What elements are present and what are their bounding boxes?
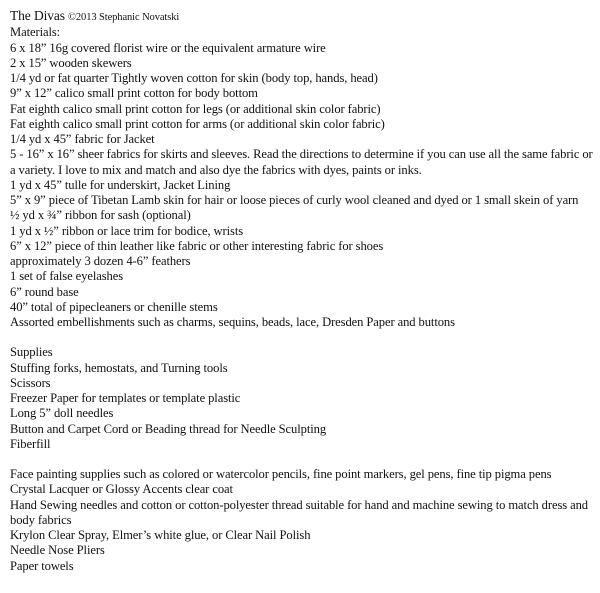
- materials-item: 1 set of false eyelashes: [10, 269, 123, 284]
- materials-item: 1 yd x 45” tulle for underskirt, Jacket Lining: [10, 177, 231, 192]
- materials-list: [10, 41, 600, 331]
- materials-item: 1/4 yd x 45” fabric for Jacket: [10, 132, 155, 146]
- other-supplies-item: Hand Sewing needles and cotton or cotton-polyester thread suitable for hand and machine sewing to match dress and body fabrics: [10, 497, 588, 527]
- materials-item: 6 x 18” 16g covered florist wire or the equivalent armature wire: [10, 40, 326, 55]
- other-supplies-item: Krylon Clear Spray, Elmer’s white glue, or Clear Nail Polish: [10, 528, 311, 542]
- supplies-item: Fiberfill: [10, 436, 51, 451]
- other-supplies-item: Face painting supplies such as colored or watercolor pencils, fine point markers, gel pens, fine tip pigma pens: [10, 467, 552, 481]
- materials-item: 9” x 12” calico small print cotton for body bottom: [10, 86, 258, 101]
- materials-item: 1 yd x ½” ribbon or lace trim for bodice, wrists: [10, 223, 244, 238]
- materials-item: 40” total of pipecleaners or chenille stems: [10, 299, 218, 314]
- supplies-list: [10, 361, 600, 453]
- materials-item: 5” x 9” piece of Tibetan Lamb skin for hair or loose pieces of curly wool cleaned and dyed or 1 small skein of yarn: [10, 193, 579, 207]
- section-spacer: [10, 330, 600, 345]
- document-title: The Divas: [10, 8, 65, 23]
- other-supplies-item: Paper towels: [10, 558, 74, 573]
- other-supplies-list: [10, 467, 600, 574]
- materials-item: Assorted embellishments such as charms, sequins, beads, lace, Dresden Paper and buttons: [10, 315, 455, 329]
- supplies-item: Stuffing forks, hemostats, and Turning tools: [10, 360, 228, 375]
- copyright-notice: ©2013 Stephanic Novatski: [68, 12, 180, 23]
- supplies-heading: Supplies: [10, 345, 53, 360]
- materials-heading: Materials:: [10, 25, 61, 40]
- materials-item: ½ yd x ¾” ribbon for sash (optional): [10, 208, 191, 223]
- title-line: [10, 8, 600, 25]
- materials-item: 2 x 15” wooden skewers: [10, 55, 132, 70]
- other-supplies-item: Crystal Lacquer or Glossy Accents clear coat: [10, 482, 233, 497]
- materials-item: approximately 3 dozen 4-6” feathers: [10, 254, 191, 268]
- materials-item: 6” round base: [10, 284, 79, 299]
- materials-item: 5 - 16” x 16” sheer fabrics for skirts and sleeves. Read the directions to determine if you can use all the same fabric or a variety. I love to mix and match and also dye the fabrics with dyes, paints or inks.: [10, 147, 593, 177]
- supplies-item: Scissors: [10, 375, 51, 390]
- supplies-item: Button and Carpet Cord or Beading thread for Needle Sculpting: [10, 421, 327, 436]
- materials-item: 1/4 yd or fat quarter Tightly woven cotton for skin (body top, hands, head): [10, 71, 378, 85]
- other-supplies-item: Needle Nose Pliers: [10, 543, 105, 558]
- section-spacer: [10, 452, 600, 467]
- supplies-item: Long 5” doll needles: [10, 406, 114, 421]
- materials-item: Fat eighth calico small print cotton for arms (or additional skin color fabric): [10, 116, 385, 131]
- supplies-item: Freezer Paper for templates or template plastic: [10, 391, 241, 405]
- materials-item: 6” x 12” piece of thin leather like fabric or other interesting fabric for shoes: [10, 238, 384, 253]
- materials-item: Fat eighth calico small print cotton for legs (or additional skin color fabric): [10, 101, 381, 116]
